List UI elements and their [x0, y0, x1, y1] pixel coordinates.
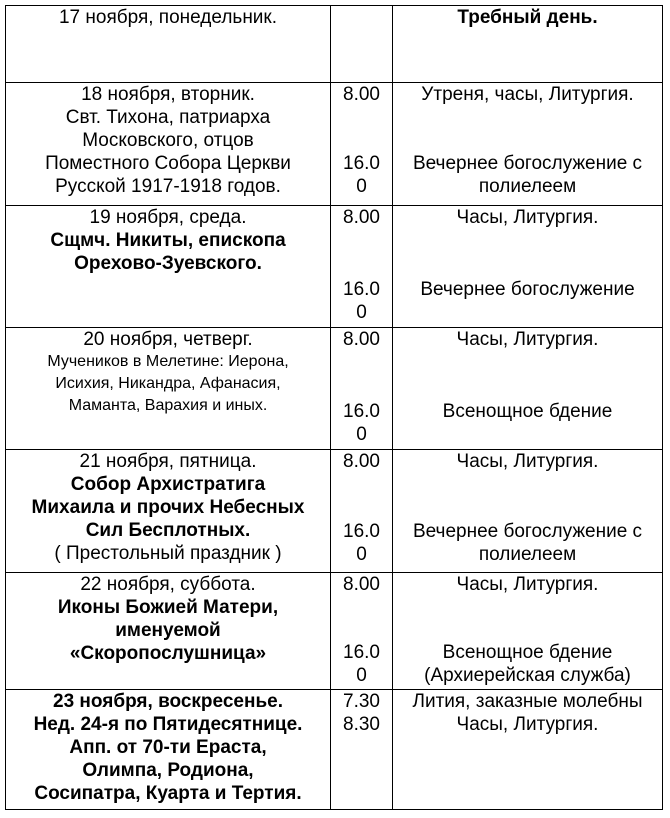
- time-value: 16.0: [343, 279, 380, 300]
- service-line: Часы, Литургия.: [456, 451, 599, 472]
- time-value: 16.0: [343, 521, 380, 542]
- service-line: (Архиерейская служба): [424, 665, 631, 686]
- time-value: 8.30: [343, 714, 380, 735]
- time-value: 8.00: [343, 84, 380, 105]
- time-cell: [331, 328, 393, 450]
- service-line: Часы, Литургия.: [456, 207, 599, 228]
- service-line: полиелеем: [478, 176, 577, 197]
- time-value: 8.00: [343, 207, 380, 228]
- service-cell: [393, 83, 663, 206]
- time-value: 0: [356, 665, 367, 686]
- time-cell: [331, 83, 393, 206]
- day-date: 19 ноября, среда.: [89, 207, 247, 228]
- day-date: 21 ноября, пятница.: [79, 451, 257, 472]
- service-cell: [393, 328, 663, 450]
- day-date: 23 ноября, воскресенье.: [53, 691, 283, 712]
- day-date: 22 ноября, суббота.: [80, 574, 256, 595]
- table-row: [6, 690, 663, 810]
- service-line: Всенощное бдение: [442, 642, 613, 663]
- service-cell: [393, 206, 663, 328]
- time-cell: [331, 206, 393, 328]
- day-date: 17 ноября, понедельник.: [58, 7, 278, 28]
- time-value: 16.0: [343, 642, 380, 663]
- table-row: [6, 328, 663, 450]
- feast-line: Московского, отцов: [82, 130, 254, 151]
- feast-line: Русской 1917-1918 годов.: [55, 176, 281, 197]
- feast-line: Сил Бесплотных.: [85, 520, 251, 541]
- feast-line: Нед. 24-я по Пятидесятнице.: [33, 714, 303, 735]
- time-value: 16.0: [343, 153, 380, 174]
- feast-line: Сщмч. Никиты, епископа: [50, 230, 286, 251]
- schedule-page: [5, 5, 663, 810]
- feast-line: Апп. от 70-ти Ераста,: [69, 737, 267, 758]
- feast-line: Свт. Тихона, патриарха: [65, 107, 271, 128]
- feast-line: «Скоропослушница»: [69, 643, 267, 664]
- time-value: 0: [356, 302, 367, 323]
- service-line: Утреня, часы, Литургия.: [421, 84, 634, 105]
- day-cell: [6, 206, 331, 328]
- service-cell: [393, 6, 663, 83]
- time-value: 8.00: [343, 329, 380, 350]
- day-date: 18 ноября, вторник.: [81, 84, 255, 105]
- day-cell: [6, 450, 331, 573]
- time-value: 8.00: [343, 574, 380, 595]
- day-cell: [6, 83, 331, 206]
- day-cell: [6, 328, 331, 450]
- service-line: Часы, Литургия.: [456, 714, 599, 735]
- feast-line: Собор Архистратига: [70, 474, 266, 495]
- feast-line: Поместного Собора Церкви: [45, 153, 291, 174]
- feast-line: Михаила и прочих Небесных: [31, 497, 305, 518]
- time-value: 0: [356, 424, 367, 445]
- table-row: [6, 206, 663, 328]
- feast-line: Исихия, Никандра, Афанасия,: [55, 375, 281, 392]
- time-cell: [331, 690, 393, 810]
- feast-note: ( Престольный праздник ): [54, 543, 282, 564]
- service-line: Всенощное бдение: [442, 401, 613, 422]
- time-value: 0: [356, 176, 367, 197]
- service-cell: [393, 450, 663, 573]
- service-line: Вечернее богослужение с: [412, 153, 643, 174]
- time-cell: [331, 450, 393, 573]
- time-value: 16.0: [343, 401, 380, 422]
- day-date: 20 ноября, четверг.: [83, 329, 253, 350]
- service-cell: [393, 573, 663, 690]
- service-line: Требный день.: [457, 7, 598, 28]
- feast-line: Маманта, Варахия и иных.: [68, 397, 268, 414]
- feast-line: Иконы Божией Матери,: [57, 597, 279, 618]
- day-cell: [6, 690, 331, 810]
- time-value: 7.30: [343, 691, 380, 712]
- day-cell: [6, 6, 331, 83]
- service-line: Часы, Литургия.: [456, 574, 599, 595]
- time-cell: [331, 6, 393, 83]
- service-line: Лития, заказные молебны: [412, 691, 643, 712]
- feast-line: именуемой: [115, 620, 221, 641]
- service-line: Часы, Литургия.: [456, 329, 599, 350]
- time-value: 0: [356, 544, 367, 565]
- table-row: [6, 573, 663, 690]
- time-value: 8.00: [343, 451, 380, 472]
- table-row: [6, 6, 663, 83]
- day-cell: [6, 573, 331, 690]
- feast-line: Мучеников в Мелетине: Иерона,: [47, 353, 289, 370]
- feast-line: Сосипатра, Куарта и Тертия.: [34, 783, 302, 804]
- service-line: полиелеем: [478, 544, 577, 565]
- table-row: [6, 450, 663, 573]
- feast-line: Орехово-Зуевского.: [74, 253, 262, 274]
- feast-line: Олимпа, Родиона,: [82, 760, 254, 781]
- time-cell: [331, 573, 393, 690]
- service-line: Вечернее богослужение с: [412, 521, 643, 542]
- table-row: [6, 83, 663, 206]
- schedule-table: [5, 5, 663, 810]
- service-cell: [393, 690, 663, 810]
- service-line: Вечернее богослужение: [420, 279, 635, 300]
